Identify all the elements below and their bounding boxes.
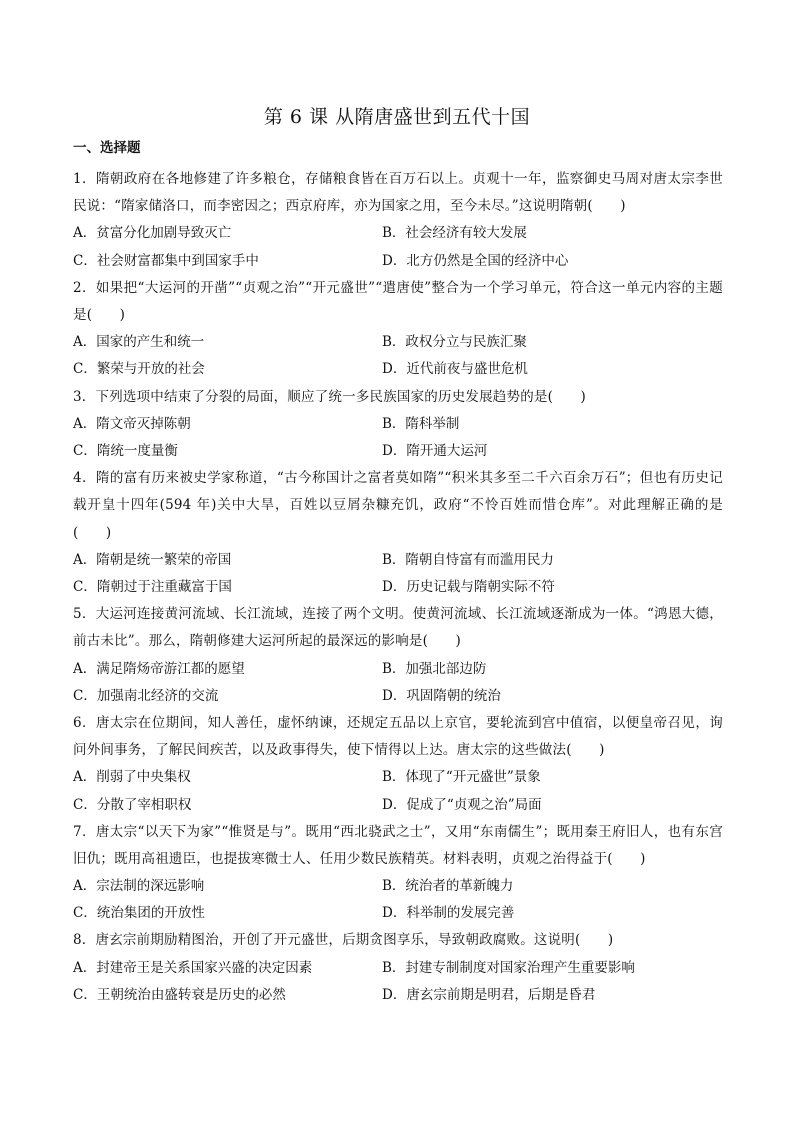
option-a: A．隋朝是统一繁荣的帝国 — [73, 551, 232, 568]
option-row — [73, 982, 723, 1009]
option-a: A．宗法制的深远影响 — [73, 878, 205, 895]
option-b: B．隋科举制 — [382, 415, 460, 432]
question-item — [73, 384, 723, 466]
option-row — [73, 683, 723, 710]
question-item — [73, 927, 723, 1009]
question-item — [73, 710, 723, 819]
question-stem: 7．唐太宗“以天下为家”“惟贤是与”。既用“西北骁武之士”，又用“东南儒生”；既用秦王府旧人，也有东宫旧仇；既用高祖遗臣，也提拔寒微士人、任用少数民族精英。材料表明，贞观之治得益于( ) — [73, 823, 723, 867]
option-c: C．加强南北经济的交流 — [73, 687, 219, 704]
option-row — [73, 873, 723, 900]
option-c: C．统治集团的开放性 — [73, 905, 205, 922]
option-d: D．隋开通大运河 — [382, 442, 488, 459]
question-item — [73, 601, 723, 710]
option-a: A．封建帝王是关系国家兴盛的决定因素 — [73, 959, 313, 976]
option-d: D．近代前夜与盛世危机 — [382, 361, 528, 378]
page-title: 第 6 课 从隋唐盛世到五代十国 — [263, 106, 531, 128]
option-c: C．隋朝过于注重藏富于国 — [73, 578, 232, 595]
option-a: A．贫富分化加剧导致灭亡 — [73, 225, 232, 242]
option-row — [73, 955, 723, 982]
option-row — [73, 656, 723, 683]
option-b: B．政权分立与民族汇聚 — [382, 334, 527, 351]
option-c: C．社会财富都集中到国家手中 — [73, 252, 259, 269]
option-d: D．科举制的发展完善 — [382, 905, 515, 922]
question-item — [73, 465, 723, 601]
option-d: D．唐玄宗前期是明君，后期是昏君 — [382, 986, 596, 1003]
option-row — [73, 411, 723, 438]
option-b: B．体现了“开元盛世”景象 — [382, 769, 541, 786]
question-stem: 1．隋朝政府在各地修建了许多粮仓，存储粮食皆在百万石以上。贞观十一年，监察御史马周对唐太宗李世民说：“隋家储洛口，而李密因之；西京府库，亦为国家之用，至今未尽。”这说明隋朝( ) — [73, 171, 723, 215]
option-d: D．巩固隋朝的统治 — [382, 687, 501, 704]
option-b: B．封建专制制度对国家治理产生重要影响 — [382, 959, 635, 976]
question-item — [73, 166, 723, 275]
option-row — [73, 356, 723, 383]
question-stem: 6．唐太宗在位期间，知人善任，虚怀纳谏，还规定五品以上京官，要轮流到宫中值宿，以便皇帝召见，询问外间事务，了解民间疾苦，以及政事得失，使下情得以上达。唐太宗的这些做法( ) — [73, 714, 723, 759]
question-stem: 4．隋的富有历来被史学家称道，“古今称国计之富者莫如隋”“积米其多至二千六百余万石”；但也有历史记载开皇十四年(594 年)关中大旱，百姓以豆屑杂糠充饥，政府“不怜百姓而惜仓库”。对此理解正确的是( ) — [73, 470, 723, 541]
option-b: B．隋朝自恃富有而滥用民力 — [382, 551, 554, 568]
option-b: B．加强北部边防 — [382, 660, 487, 677]
option-c: C．分散了宰相职权 — [73, 796, 192, 813]
option-a: A．削弱了中央集权 — [73, 769, 191, 786]
question-stem: 2．如果把“大运河的开凿”“贞观之治”“开元盛世”“遣唐使”整合为一个学习单元，符合这一单元内容的主题是( ) — [73, 279, 723, 323]
option-d: D．历史记载与隋朝实际不符 — [382, 578, 555, 595]
option-c: C．繁荣与开放的社会 — [73, 361, 205, 378]
option-d: D．促成了“贞观之治”局面 — [382, 796, 542, 813]
option-row — [73, 900, 723, 927]
option-row — [73, 220, 723, 247]
option-c: C．王朝统治由盛转衰是历史的必然 — [73, 986, 286, 1003]
option-row — [73, 547, 723, 574]
option-row — [73, 329, 723, 356]
option-d: D．北方仍然是全国的经济中心 — [382, 252, 569, 269]
question-list — [73, 166, 723, 1009]
option-row — [73, 792, 723, 819]
option-b: B．社会经济有较大发展 — [382, 225, 527, 242]
question-item — [73, 275, 723, 384]
option-a: A．满足隋炀帝游江都的愿望 — [73, 660, 245, 677]
option-a: A．隋文帝灭掉陈朝 — [73, 415, 191, 432]
option-row — [73, 764, 723, 791]
question-stem: 5．大运河连接黄河流域、长江流域，连接了两个文明。使黄河流域、长江流域逐渐成为一体。“鸿恩大德，前古未比”。那么，隋朝修建大运河所起的最深远的影响是( ) — [73, 606, 723, 650]
option-a: A．国家的产生和统一 — [73, 334, 205, 351]
question-stem: 3．下列选项中结束了分裂的局面，顺应了统一多民族国家的历史发展趋势的是( ) — [73, 388, 586, 405]
section-heading: 一、选择题 — [73, 140, 141, 156]
question-stem: 8．唐玄宗前期励精图治，开创了开元盛世，后期贪图享乐，导致朝政腐败。这说明( ) — [73, 932, 614, 949]
question-item — [73, 819, 723, 928]
option-row — [73, 248, 723, 275]
option-b: B．统治者的革新魄力 — [382, 878, 514, 895]
option-row — [73, 574, 723, 601]
option-c: C．隋统一度量衡 — [73, 442, 178, 459]
option-row — [73, 438, 723, 465]
